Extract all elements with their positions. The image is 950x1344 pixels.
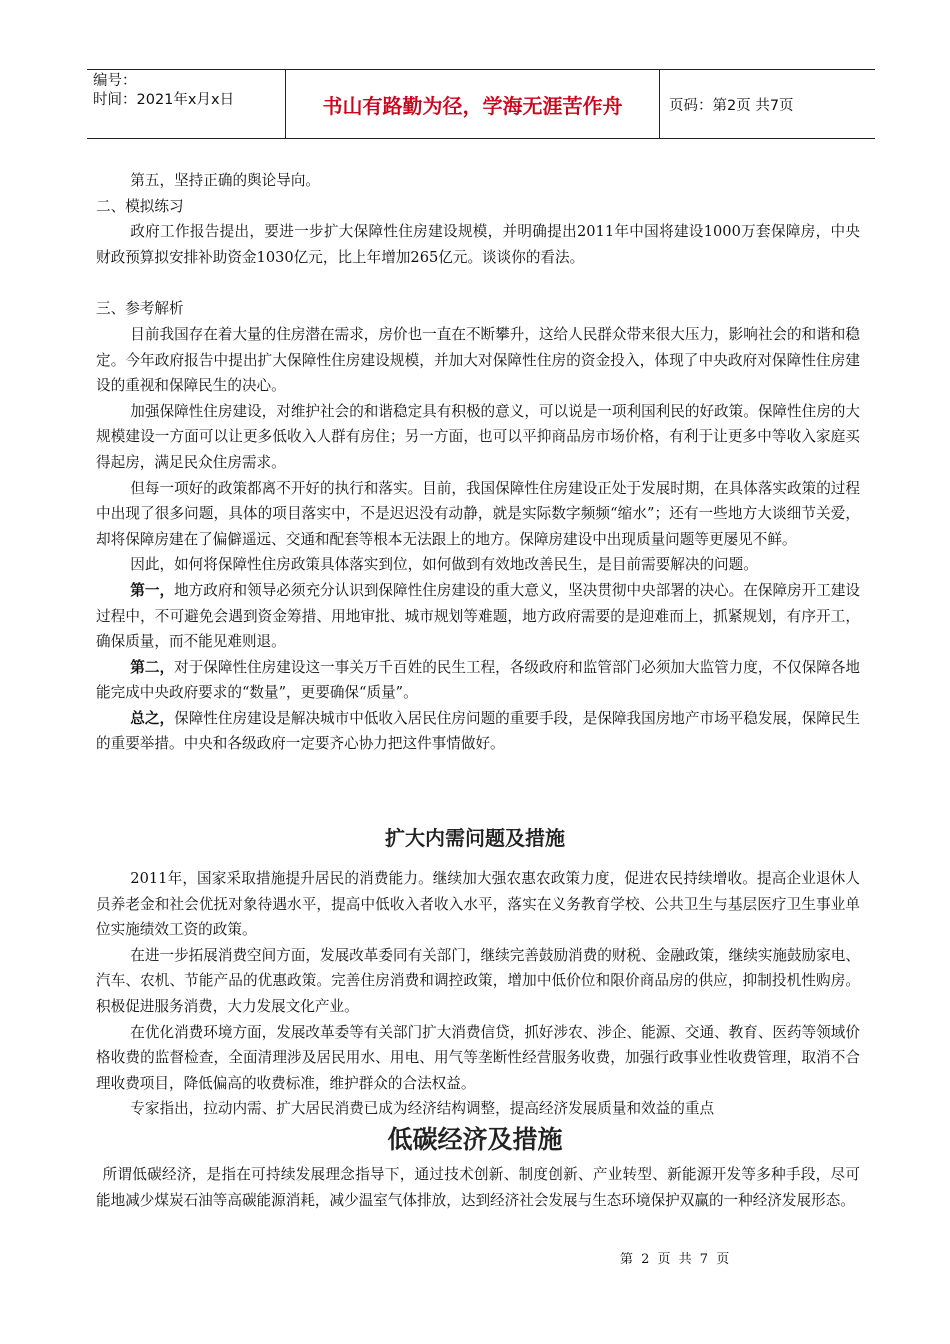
- paragraph: [96, 706, 860, 757]
- section-domestic-demand: [96, 866, 860, 1122]
- paragraph: 在进一步拓展消费空间方面，发展改革委同有关部门，继续完善鼓励消费的财税、金融政策，继续实施鼓励家电、汽车、农机、节能产品的优惠政策。完善住房消费和调控政策，增加中低价位和限价商品房的供应，抑制投机性购房。积极促进服务消费，大力发展文化产业。: [96, 946, 860, 1015]
- paragraph-text: 对于保障性住房建设这一事关万千百姓的民生工程，各级政府和监管部门必须加大监管力度，不仅保障各地能完成中央政府要求的“数量”，更要确保“质量”。: [96, 658, 861, 702]
- paragraph: 所谓低碳经济，是指在可持续发展理念指导下，通过技术创新、制度创新、产业转型、新能源开发等多种手段，尽可能地减少煤炭石油等高碳能源消耗，减少温室气体排放，达到经济社会发展与生态环境保护双赢的一种经济发展形态。: [96, 1166, 860, 1209]
- section-low-carbon: [96, 1162, 860, 1213]
- paragraph-text: 地方政府和领导必须充分认识到保障性住房建设的重大意义，坚决贯彻中央部署的决心。在保障房开工建设过程中，不可避免会遇到资金筹措、用地审批、城市规划等难题，地方政府需要的是迎难而上，抓紧规划，有序开工，确保质量，而不能见难则退。: [96, 581, 861, 651]
- page-footer: 第 2 页 共 7 页: [620, 1252, 732, 1267]
- section-heading: 二、模拟练习: [96, 197, 184, 215]
- paragraph: 目前我国存在着大量的住房潜在需求，房价也一直在不断攀升，这给人民群众带来很大压力，影响社会的和谐和稳定。今年政府报告中提出扩大保障性住房建设规模，并加大对保障性住房的资金投入，体现了中央政府对保障性住房建设的重视和保障民生的决心。: [96, 325, 860, 395]
- section-housing: [96, 168, 860, 757]
- bold-lead: 总之，: [130, 709, 175, 727]
- header-meta: [93, 72, 288, 110]
- number-label: 编号：: [93, 73, 137, 89]
- paragraph: 政府工作报告提出，要进一步扩大保障性住房建设规模，并明确提出2011年中国将建设1000万套保障房，中央财政预算拟安排补助资金1030亿元，比上年增加265亿元。谈谈你的看法。: [96, 223, 860, 266]
- paragraph: 加强保障性住房建设，对维护社会的和谐稳定具有积极的意义，可以说是一项利国利民的好政策。保障性住房的大规模建设一方面可以让更多低收入人群有房住；另一方面，也可以平抑商品房市场价格，有利于让更多中等收入家庭买得起房，满足民众住房需求。: [96, 402, 860, 471]
- paragraph: [96, 655, 860, 706]
- paragraph: 专家指出，拉动内需、扩大居民消费已成为经济结构调整，提高经济发展质量和效益的重点: [130, 1100, 715, 1118]
- paragraph-text: 保障性住房建设是解决城市中低收入居民住房问题的重要手段，是保障我国房地产市场平稳发展，保障民生的重要举措。中央和各级政府一定要齐心协力把这件事情做好。: [96, 709, 861, 753]
- page-header: [87, 69, 875, 139]
- header-page-label: 页码：第2页 共7页: [669, 97, 794, 114]
- bold-lead: 第二，: [130, 658, 175, 676]
- bold-lead: 第一，: [130, 581, 175, 599]
- paragraph: 因此，如何将保障性住房政策具体落实到位，如何做到有效地改善民生，是目前需要解决的问题。: [130, 556, 758, 574]
- section-title: 低碳经济及措施: [387, 1125, 563, 1154]
- header-divider: [659, 70, 660, 138]
- paragraph: 第五，坚持正确的舆论导向。: [130, 172, 321, 189]
- section-title: 扩大内需问题及措施: [385, 826, 565, 850]
- paragraph: 在优化消费环境方面，发展改革委等有关部门扩大消费信贷，抓好涉农、涉企、能源、交通、教育、医药等领域价格收费的监督检查，全面清理涉及居民用水、用电、用气等垄断性经营服务收费，加强行政事业性收费管理，取消不合理收费项目，降低偏高的收费标准，维护群众的合法权益。: [96, 1023, 860, 1092]
- section-heading: 三、参考解析: [96, 300, 184, 318]
- header-motto: 书山有路勤为径，学海无涯苦作舟: [322, 93, 623, 118]
- date-label: 时间：2021年x月x日: [93, 92, 235, 108]
- paragraph: 2011年，国家采取措施提升居民的消费能力。继续加大强农惠农政策力度，促进农民持续增收。提高企业退休人员养老金和社会优抚对象待遇水平，提高中低收入者收入水平，落实在义务教育学校、公共卫生与基层医疗卫生事业单位实施绩效工资的政策。: [96, 870, 860, 939]
- spacer: [96, 270, 860, 296]
- paragraph: 但每一项好的政策都离不开好的执行和落实。目前，我国保障性住房建设正处于发展时期，在具体落实政策的过程中出现了很多问题，具体的项目落实中，不是迟迟没有动静，就是实际数字频频“缩水”；还有一些地方大谈细节关爱，却将保障房建在了偏僻遥远、交通和配套等根本无法跟上的地方。保障房建设中出现质量问题等更屡见不鲜。: [96, 479, 860, 548]
- paragraph: [96, 578, 860, 655]
